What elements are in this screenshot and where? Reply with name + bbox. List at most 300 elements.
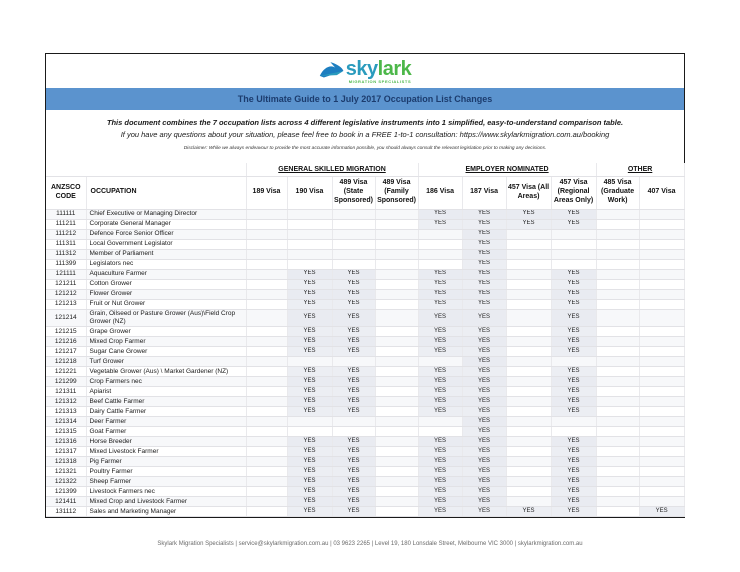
table-row [46,507,684,517]
visa-cell [639,477,684,487]
visa-cell [506,377,551,387]
visa-cell [639,367,684,377]
anzsco-code-cell: 111111 [46,209,86,219]
visa-cell: YES [462,249,506,259]
visa-cell [375,497,418,507]
visa-cell [246,229,287,239]
visa-cell [639,309,684,327]
visa-cell: YES [332,497,375,507]
document-page [45,53,685,518]
visa-cell [506,437,551,447]
visa-cell [375,259,418,269]
visa-cell: YES [418,487,462,497]
table-row [46,269,684,279]
visa-cell [596,467,639,477]
visa-cell [375,299,418,309]
occupation-cell: Pig Farmer [86,457,246,467]
visa-cell [506,299,551,309]
visa-cell [246,427,287,437]
visa-cell [375,457,418,467]
column-header-11: 407 Visa [639,176,684,209]
visa-cell: YES [287,289,332,299]
column-header-2: 189 Visa [246,176,287,209]
visa-cell [506,447,551,457]
table-row [46,229,684,239]
visa-cell: YES [551,289,596,299]
visa-cell [639,279,684,289]
visa-cell [596,347,639,357]
visa-cell: YES [418,377,462,387]
visa-cell [246,397,287,407]
occupation-table [46,163,685,517]
visa-cell [287,357,332,367]
column-header-1: OCCUPATION [86,176,246,209]
anzsco-code-cell: 121399 [46,487,86,497]
anzsco-code-cell: 111212 [46,229,86,239]
occupation-cell: Crop Farmers nec [86,377,246,387]
visa-cell: YES [462,229,506,239]
visa-cell [639,239,684,249]
visa-cell: YES [551,507,596,517]
visa-cell [596,299,639,309]
visa-cell [639,447,684,457]
visa-cell: YES [551,487,596,497]
visa-cell [639,269,684,279]
table-row [46,299,684,309]
visa-cell: YES [551,397,596,407]
visa-cell: YES [418,437,462,447]
visa-cell [596,367,639,377]
visa-cell: YES [418,219,462,229]
visa-cell [639,487,684,497]
visa-cell: YES [332,447,375,457]
visa-cell: YES [462,387,506,397]
visa-cell: YES [551,407,596,417]
visa-cell: YES [551,269,596,279]
visa-cell: YES [462,337,506,347]
visa-cell [246,337,287,347]
visa-cell [506,427,551,437]
visa-cell: YES [462,427,506,437]
table-row [46,397,684,407]
occupation-cell: Deer Farmer [86,417,246,427]
visa-cell: YES [462,357,506,367]
visa-cell: YES [418,367,462,377]
visa-cell [506,497,551,507]
visa-cell [596,289,639,299]
visa-cell: YES [287,387,332,397]
occupation-cell: Legislators nec [86,259,246,269]
visa-cell [246,239,287,249]
table-row [46,447,684,457]
table-row [46,309,684,327]
visa-cell [596,209,639,219]
visa-cell [246,259,287,269]
visa-cell [375,437,418,447]
anzsco-code-cell: 121111 [46,269,86,279]
visa-cell [506,259,551,269]
column-header-6: 186 Visa [418,176,462,209]
visa-cell [287,427,332,437]
visa-cell: YES [418,309,462,327]
visa-cell [418,417,462,427]
visa-cell [639,327,684,337]
skylark-logo [319,59,411,84]
visa-cell [375,219,418,229]
visa-cell: YES [287,487,332,497]
visa-cell: YES [506,209,551,219]
visa-cell [246,407,287,417]
visa-cell [596,497,639,507]
visa-cell [596,437,639,447]
occupation-table-body [46,209,684,517]
visa-cell [506,269,551,279]
visa-cell: YES [287,407,332,417]
page-title: The Ultimate Guide to 1 July 2017 Occupation List Changes [237,94,493,104]
visa-cell [596,507,639,517]
visa-cell [596,417,639,427]
occupation-cell: Local Government Legislator [86,239,246,249]
visa-cell [596,239,639,249]
visa-cell [639,387,684,397]
group-header-2: OTHER [596,163,684,176]
visa-cell [246,279,287,289]
table-row [46,387,684,397]
visa-cell: YES [418,477,462,487]
visa-cell: YES [462,417,506,427]
title-banner [46,88,684,110]
occupation-cell: Goat Farmer [86,427,246,437]
group-header-0: GENERAL SKILLED MIGRATION [246,163,418,176]
anzsco-code-cell: 121216 [46,337,86,347]
visa-cell: YES [551,309,596,327]
visa-cell [246,299,287,309]
anzsco-code-cell: 121212 [46,289,86,299]
occupation-cell: Poultry Farmer [86,467,246,477]
anzsco-code-cell: 121311 [46,387,86,397]
visa-cell [639,417,684,427]
anzsco-code-cell: 111399 [46,259,86,269]
visa-cell [639,377,684,387]
booking-link[interactable]: https://www.skylarkmigration.com.au/booking [459,130,610,139]
visa-cell: YES [551,497,596,507]
visa-cell: YES [551,347,596,357]
visa-cell [375,357,418,367]
visa-cell [332,229,375,239]
table-row [46,467,684,477]
visa-cell: YES [418,447,462,457]
occupation-cell: Aquaculture Farmer [86,269,246,279]
anzsco-code-cell: 111312 [46,249,86,259]
occupation-cell: Mixed Crop Farmer [86,337,246,347]
visa-cell: YES [287,457,332,467]
visa-cell [246,377,287,387]
visa-cell [639,397,684,407]
visa-cell [596,377,639,387]
visa-cell [596,477,639,487]
visa-cell [246,347,287,357]
occupation-cell: Beef Cattle Farmer [86,397,246,407]
anzsco-code-cell: 121218 [46,357,86,367]
visa-cell [332,427,375,437]
group-header-spacer [46,163,246,176]
visa-cell [375,289,418,299]
table-row [46,347,684,357]
visa-cell [246,487,287,497]
visa-cell [639,407,684,417]
table-row [46,219,684,229]
visa-cell [596,219,639,229]
visa-cell: YES [287,497,332,507]
visa-cell [246,357,287,367]
table-row [46,487,684,497]
occupation-cell: Sales and Marketing Manager [86,507,246,517]
occupation-cell: Member of Parliament [86,249,246,259]
visa-cell [639,249,684,259]
visa-cell: YES [551,457,596,467]
visa-cell [332,219,375,229]
visa-cell [246,269,287,279]
visa-cell: YES [287,477,332,487]
table-row [46,437,684,447]
occupation-cell: Horse Breeder [86,437,246,447]
visa-cell: YES [332,467,375,477]
visa-cell: YES [418,387,462,397]
visa-cell: YES [287,447,332,457]
visa-cell [506,229,551,239]
visa-cell: YES [287,507,332,517]
visa-cell [639,437,684,447]
visa-cell [287,239,332,249]
visa-cell: YES [551,437,596,447]
visa-cell: YES [551,447,596,457]
visa-cell [506,279,551,289]
occupation-cell: Fruit or Nut Grower [86,299,246,309]
anzsco-code-cell: 121299 [46,377,86,387]
visa-cell [506,467,551,477]
visa-cell [596,279,639,289]
visa-cell [596,487,639,497]
occupation-cell: Defence Force Senior Officer [86,229,246,239]
visa-cell: YES [332,269,375,279]
logo-word-lark: lark [377,57,412,80]
column-header-row [46,176,684,209]
logo-tagline: MIGRATION SPECIALISTS [348,78,412,84]
visa-cell: YES [418,497,462,507]
visa-cell [551,259,596,269]
disclaimer-text: Disclaimer: While we always endeavour to provide the most accurate information possible, you should always consult the relevant legislation prior to making any decisions. [183,146,547,151]
visa-cell: YES [332,457,375,467]
visa-cell [639,467,684,477]
occupation-cell: Apiarist [86,387,246,397]
anzsco-code-cell: 121321 [46,467,86,477]
visa-cell: YES [332,279,375,289]
visa-cell: YES [287,279,332,289]
anzsco-code-cell: 121314 [46,417,86,427]
visa-cell: YES [551,337,596,347]
anzsco-code-cell: 121211 [46,279,86,289]
visa-cell [506,239,551,249]
visa-cell: YES [332,347,375,357]
visa-cell: YES [551,279,596,289]
column-header-4: 489 Visa (State Sponsored) [332,176,375,209]
visa-cell: YES [332,299,375,309]
column-header-3: 190 Visa [287,176,332,209]
visa-cell [375,269,418,279]
bird-icon [319,61,345,81]
visa-cell [506,289,551,299]
visa-cell: YES [332,487,375,497]
visa-cell [375,309,418,327]
visa-cell: YES [462,467,506,477]
visa-cell: YES [287,377,332,387]
column-header-9: 457 Visa (Regional Areas Only) [551,176,596,209]
table-row [46,407,684,417]
table-row [46,497,684,507]
visa-cell: YES [462,497,506,507]
visa-cell [375,337,418,347]
table-row [46,417,684,427]
visa-cell [596,337,639,347]
visa-cell [506,249,551,259]
anzsco-code-cell: 121315 [46,427,86,437]
occupation-cell: Mixed Crop and Livestock Farmer [86,497,246,507]
visa-cell [551,357,596,367]
column-header-8: 457 Visa (All Areas) [506,176,551,209]
visa-cell: YES [551,219,596,229]
visa-cell [596,229,639,239]
visa-cell [506,487,551,497]
visa-cell: YES [287,367,332,377]
visa-cell [506,477,551,487]
visa-cell: YES [287,397,332,407]
visa-cell [596,309,639,327]
visa-cell [287,209,332,219]
visa-cell: YES [418,457,462,467]
visa-cell [418,229,462,239]
visa-cell: YES [332,387,375,397]
visa-cell: YES [639,507,684,517]
visa-cell [375,239,418,249]
visa-cell [287,259,332,269]
visa-cell [246,367,287,377]
visa-cell [639,337,684,347]
visa-cell: YES [287,347,332,357]
logo-area [46,54,684,88]
visa-cell: YES [462,407,506,417]
visa-cell [639,457,684,467]
table-row [46,377,684,387]
intro-summary: This document combines the 7 occupation lists across 4 different legislative instruments into 1 simplified, easy-to-understand comparison table. [106,118,624,127]
visa-cell [375,447,418,457]
visa-cell [639,209,684,219]
table-row [46,337,684,347]
visa-cell [506,367,551,377]
visa-cell: YES [332,289,375,299]
visa-cell [246,289,287,299]
occupation-cell: Grape Grower [86,327,246,337]
visa-cell [639,347,684,357]
visa-cell: YES [551,209,596,219]
visa-cell: YES [462,477,506,487]
visa-cell: YES [462,239,506,249]
visa-cell [246,447,287,457]
column-header-0: ANZSCO CODE [46,176,86,209]
anzsco-code-cell: 121316 [46,437,86,447]
visa-cell [639,357,684,367]
visa-cell [418,239,462,249]
visa-cell: YES [418,269,462,279]
visa-cell: YES [418,467,462,477]
visa-cell: YES [332,337,375,347]
visa-cell: YES [506,507,551,517]
visa-cell [596,357,639,367]
column-header-7: 187 Visa [462,176,506,209]
visa-cell: YES [287,299,332,309]
visa-cell [375,397,418,407]
visa-cell [375,427,418,437]
visa-cell [375,507,418,517]
intro-section [46,110,684,163]
visa-cell: YES [462,447,506,457]
visa-cell: YES [551,477,596,487]
visa-cell: YES [462,377,506,387]
visa-cell: YES [287,437,332,447]
anzsco-code-cell: 111311 [46,239,86,249]
visa-cell: YES [551,467,596,477]
occupation-table-wrap [46,163,684,517]
logo-word-sky: sky [345,57,378,80]
intro-consultation-text: If you have any questions about your situation, please feel free to book in a FREE 1-to-1 consultation: [120,130,460,139]
occupation-cell: Cotton Grower [86,279,246,289]
anzsco-code-cell: 121217 [46,347,86,357]
visa-cell [287,417,332,427]
visa-cell: YES [462,507,506,517]
visa-cell: YES [551,299,596,309]
visa-cell [332,249,375,259]
visa-cell: YES [551,377,596,387]
visa-cell [246,249,287,259]
visa-cell [506,327,551,337]
visa-cell [596,259,639,269]
visa-cell [332,417,375,427]
table-row [46,357,684,367]
table-row [46,209,684,219]
table-row [46,367,684,377]
visa-cell: YES [332,397,375,407]
visa-cell [287,219,332,229]
visa-cell: YES [551,327,596,337]
footer-contact: Skylark Migration Specialists | service@skylarkmigration.com.au | 03 9623 2265 | Level 19, 180 Lonsdale Street, Melbourne VIC 3000 | skylarkmigration.com.au [157,541,583,547]
occupation-cell: Flower Grower [86,289,246,299]
visa-cell: YES [418,279,462,289]
occupation-cell: Dairy Cattle Farmer [86,407,246,417]
visa-cell [375,467,418,477]
visa-cell [332,259,375,269]
visa-cell [375,417,418,427]
occupation-cell: Livestock Farmers nec [86,487,246,497]
visa-cell: YES [462,289,506,299]
visa-cell [596,457,639,467]
occupation-cell: Grain, Oilseed or Pasture Grower (Aus)\Field Crop Grower (NZ) [86,309,246,327]
visa-cell [246,497,287,507]
visa-cell: YES [462,367,506,377]
visa-cell [596,327,639,337]
visa-cell [551,229,596,239]
occupation-cell: Sheep Farmer [86,477,246,487]
visa-cell [639,259,684,269]
visa-cell [246,219,287,229]
